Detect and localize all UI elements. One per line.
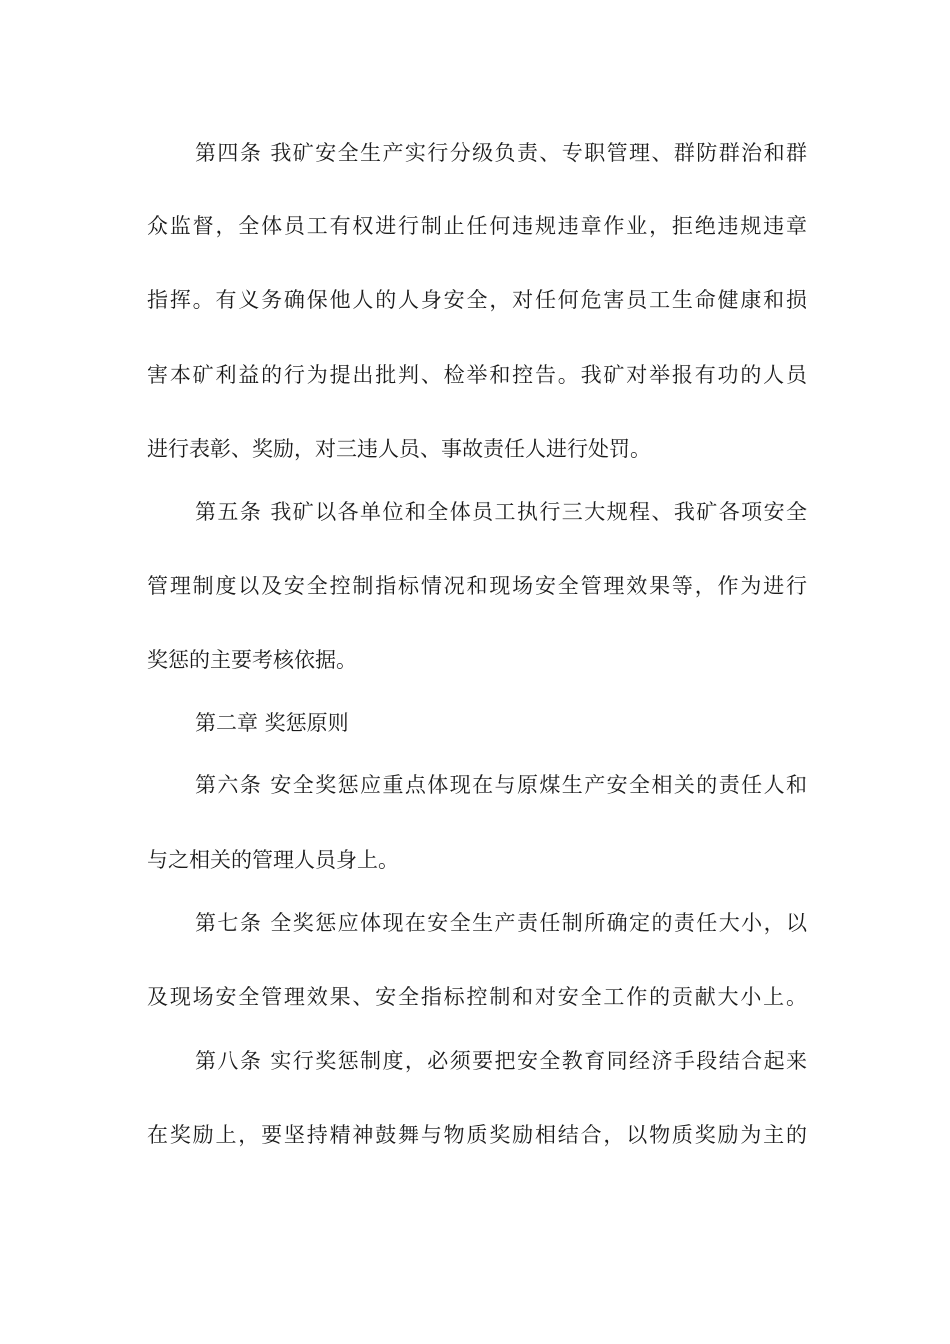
- paragraph-line: 奖惩的主要考核依据。: [147, 648, 357, 672]
- paragraph-line: 及现场安全管理效果、安全指标控制和对安全工作的贡献大小上。: [147, 985, 807, 1009]
- paragraph-line: 管理制度以及安全控制指标情况和现场安全管理效果等，作为进行: [147, 574, 807, 598]
- paragraph-line: 第五条 我矿以各单位和全体员工执行三大规程、我矿各项安全: [195, 500, 807, 524]
- paragraph-line: 在奖励上，要坚持精神鼓舞与物质奖励相结合，以物质奖励为主的: [147, 1123, 807, 1147]
- paragraph-line: 第六条 安全奖惩应重点体现在与原煤生产安全相关的责任人和: [195, 773, 807, 797]
- paragraph-line: 第八条 实行奖惩制度，必须要把安全教育同经济手段结合起来: [195, 1049, 807, 1073]
- paragraph-line: 众监督，全体员工有权进行制止任何违规违章作业，拒绝违规违章: [147, 214, 807, 238]
- paragraph-line: 与之相关的管理人员身上。: [147, 848, 399, 872]
- paragraph-line: 指挥。有义务确保他人的人身安全，对任何危害员工生命健康和损: [147, 288, 807, 312]
- chapter-heading: 第二章 奖惩原则: [195, 711, 349, 735]
- paragraph-line: 第七条 全奖惩应体现在安全生产责任制所确定的责任大小，以: [195, 911, 807, 935]
- paragraph-line: 第四条 我矿安全生产实行分级负责、专职管理、群防群治和群: [195, 141, 807, 165]
- paragraph-line: 害本矿利益的行为提出批判、检举和控告。我矿对举报有功的人员: [147, 363, 807, 387]
- paragraph-line: 进行表彰、奖励，对三违人员、事故责任人进行处罚。: [147, 437, 651, 461]
